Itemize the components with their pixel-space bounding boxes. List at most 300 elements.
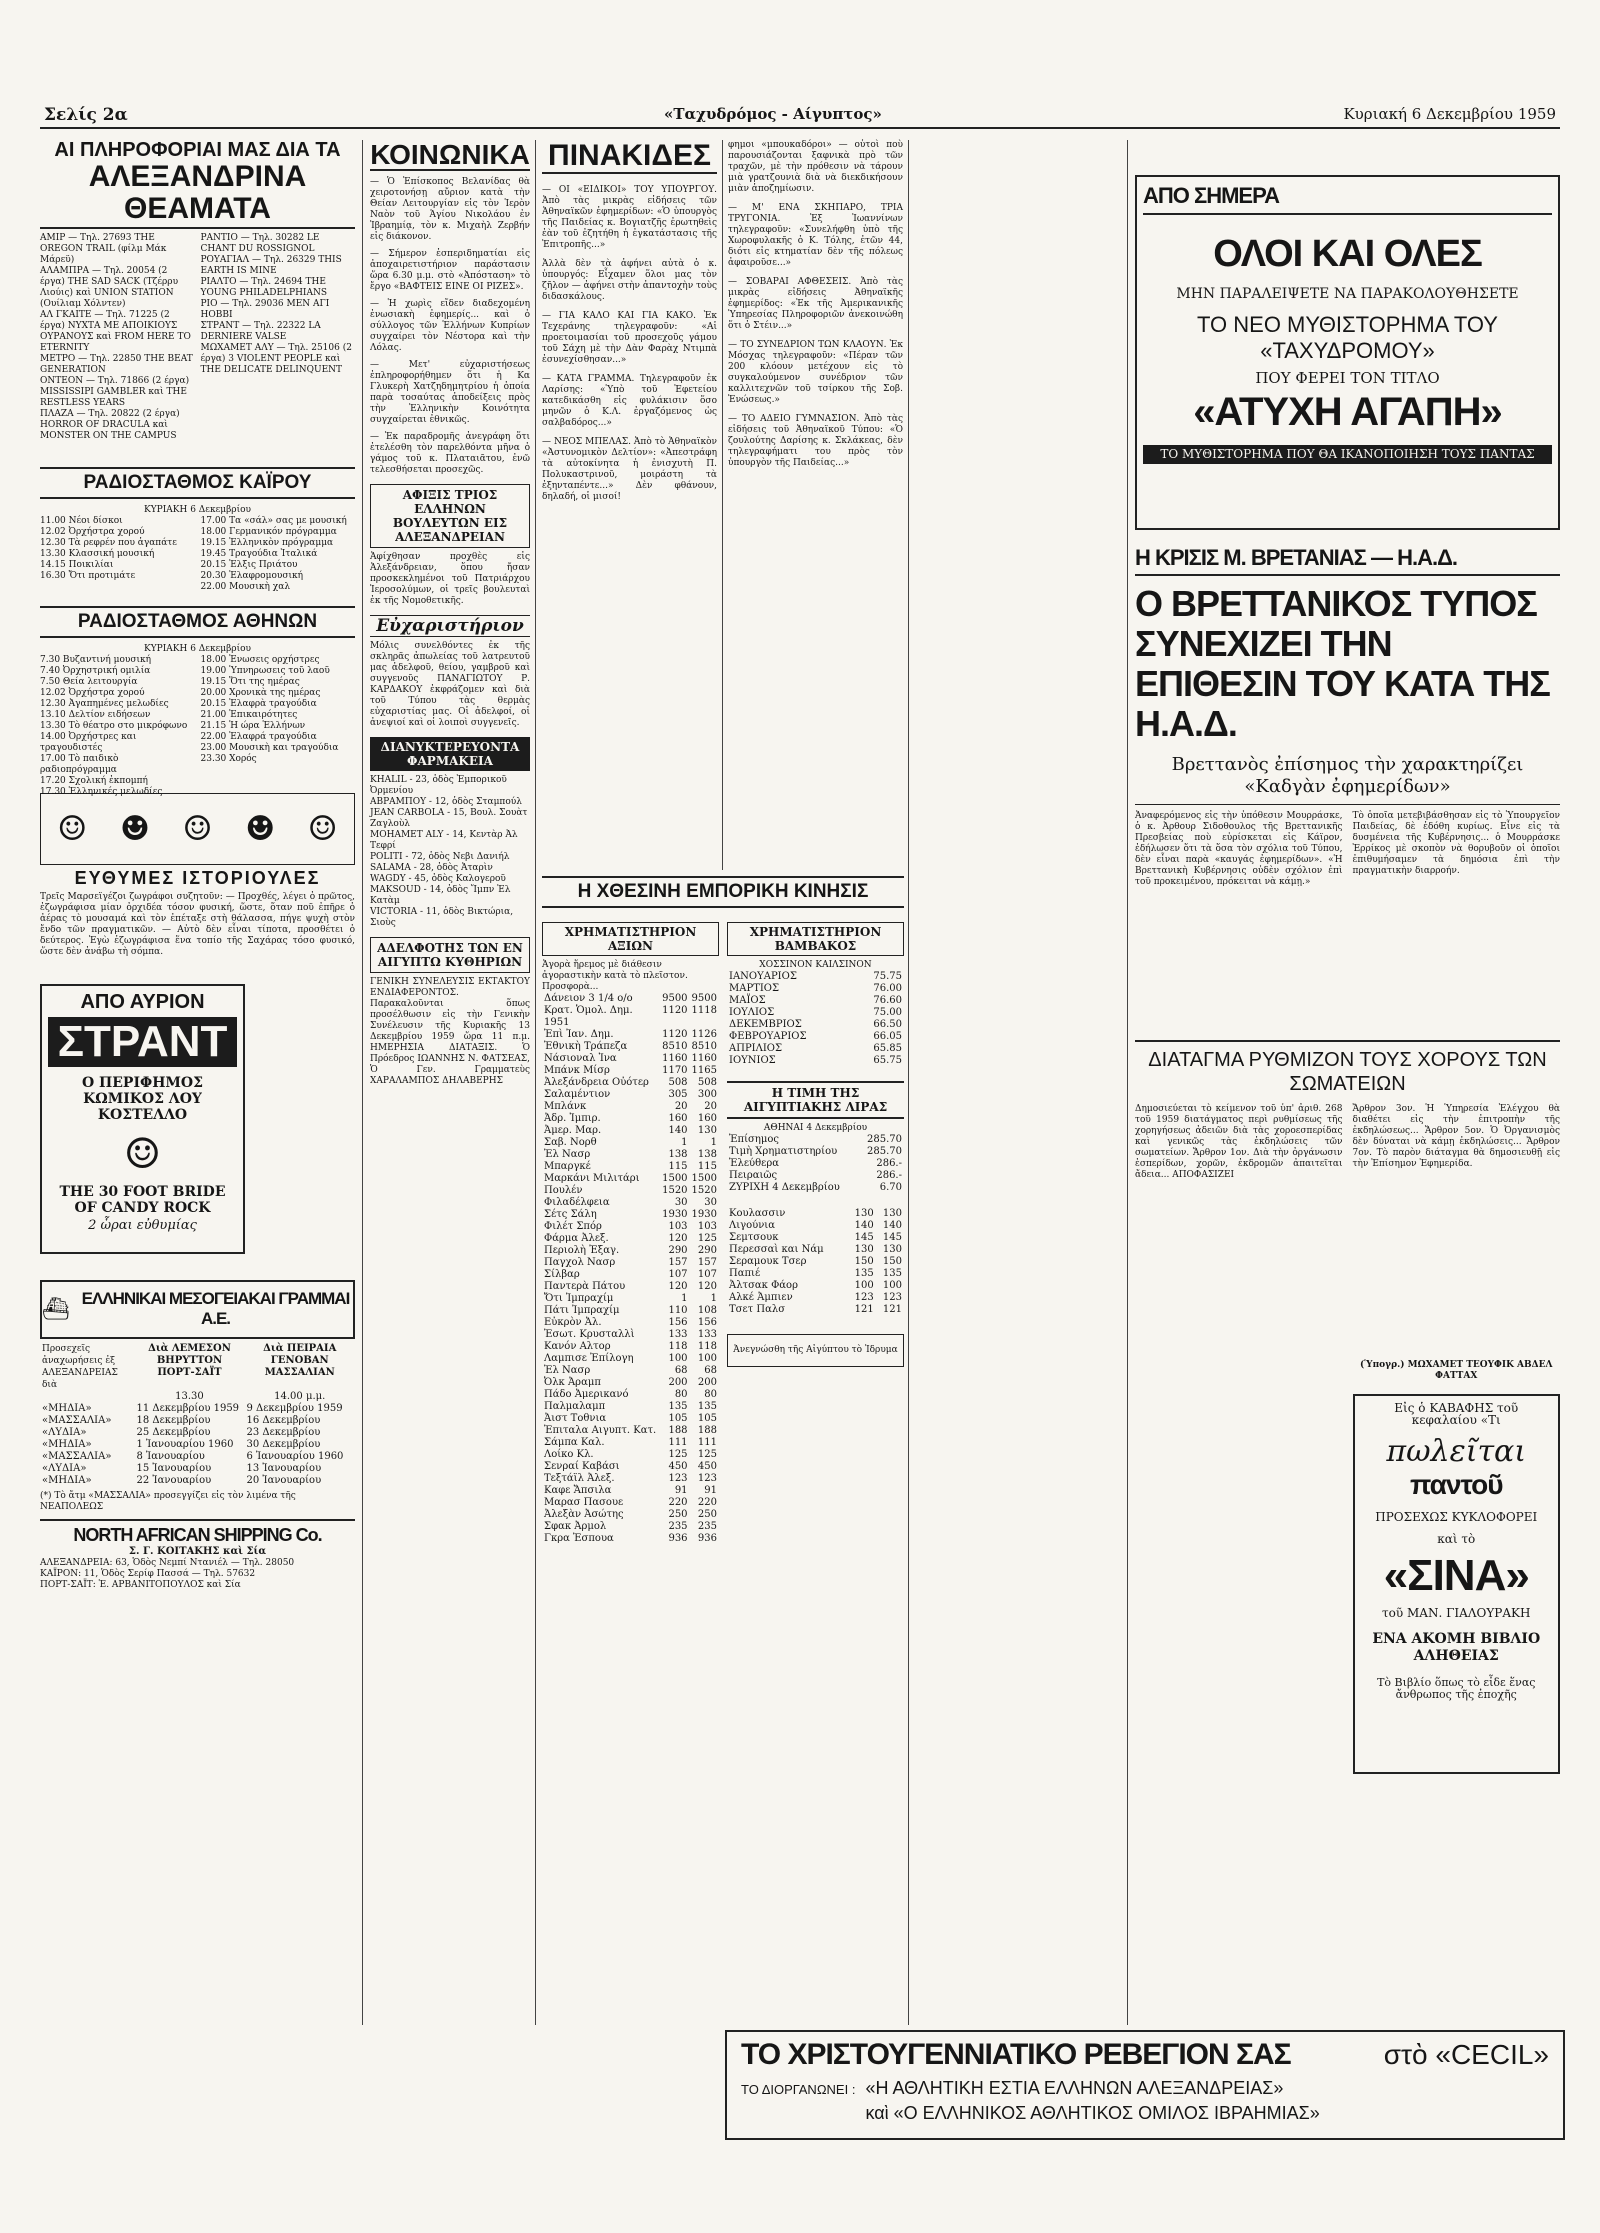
pinakida-item: — ΟΙ «ΕΙΔΙΚΟΙ» ΤΟΥ ΥΠΟΥΡΓΟΥ. Ἀπὸ τὰς μικρὰς εἰδήσεις τῶν Ἀθηναϊκῶν ἐφημερίδων: «Ὁ ὑπουργὸς τῆς Παιδείας κ. Βογιατζῆς ἐρωτηθεὶς ἐὰν τοῦ ἐζητήθη ἡ ἐγκατάστασις τῆς Ἐπιτροπῆς...» <box>542 185 717 250</box>
shipping-note: (*) Τὸ ἄτμ «ΜΑΣΣΑΛΙΑ» προσεγγίζει εἰς τὸν λιμένα τῆς ΝΕΑΠΟΛΕΩΣ <box>40 1490 296 1512</box>
table-cell: Πειραιῶς <box>729 1170 778 1181</box>
book-ad <box>1353 1394 1561 1774</box>
book-title: «ΣΙΝΑ» <box>1383 1551 1529 1600</box>
table-row <box>727 1007 904 1019</box>
pound-subtitle: ΑΘΗΝΑΙ 4 Δεκεμβρίου <box>763 1123 868 1133</box>
table-cell: 118 <box>668 1341 688 1352</box>
table-cell: 20 <box>674 1101 688 1112</box>
cinema-listing: ΡΑΝΤΙΟ — Τηλ. 30282 LE CHANT DU ROSSIGNOL <box>200 233 320 254</box>
radio-cairo-day: ΚΥΡΙΑΚΗ 6 Δεκεμβρίου <box>143 505 251 515</box>
radio-cairo-title: ΡΑΔΙΟΣΤΑΘΜΟΣ ΚΑΪΡΟΥ <box>40 467 355 499</box>
table-cell: Ἐλεύθερα <box>729 1158 779 1169</box>
pharmacies-title: ΔΙΑΝΥΚΤΕΡΕΥΟΝΤΑ ΦΑΡΜΑΚΕΙΑ <box>370 737 530 771</box>
table-cell: Κουλασσιν <box>729 1208 786 1219</box>
radio-slot: 20.15 Ἐλξις Πριάτου <box>200 560 298 570</box>
table-cell: 135 <box>882 1268 902 1279</box>
table-row <box>542 1185 719 1197</box>
table-cell: Ἐλ Νασρ <box>544 1365 591 1376</box>
pinakides-column-1 <box>542 185 717 865</box>
table-row <box>542 1257 719 1269</box>
table-cell: 9500 <box>691 993 717 1004</box>
cinema-listing: ΣΤΡΑΝΤ — Τηλ. 22322 LA DERNIERE VALSE <box>200 321 321 342</box>
table-cell: Σαλαμέντιον <box>544 1089 611 1100</box>
crisis-deck: Βρεττανὸς ἐπίσημος τὴν χαρακτηρίζει «Καδγὰν ἐφημερίδων» <box>1135 754 1560 805</box>
radio-slot: 20.15 Ἐλαφρὰ τραγούδια <box>200 699 317 709</box>
table-row <box>542 1173 719 1185</box>
humour-title: ΕΥΘΥΜΕΣ ΙΣΤΟΡΙΟΥΛΕΣ <box>74 868 321 888</box>
entertainment-column <box>40 140 355 1591</box>
agent-address: ΠΟΡΤ-ΣΑΪΤ: Ἑ. ΑΡΒΑΝΙΤΟΠΟΥΛΟΣ καὶ Σία <box>40 1579 241 1590</box>
radio-slot: 7.50 Θεία λειτουργία <box>40 677 138 687</box>
table-cell: Ἀλεξὰν Ἀσώτης <box>544 1509 624 1520</box>
table-cell: 130 <box>854 1244 874 1255</box>
cinema-listing: ΟΝΤΕΟΝ — Τηλ. 71866 (2 έργα) MISSISSIPI GAMBLER καὶ THE RESTLESS YEARS <box>40 376 190 408</box>
agent-company: Σ. Γ. ΚΟΙΤΑΚΗΣ καὶ Σία <box>128 1545 267 1557</box>
table-row <box>727 1019 904 1031</box>
radio-slot: 12.02 Ὀρχήστρα χορού <box>40 688 145 698</box>
cinema-listing: ΑΜΙΡ — Τηλ. 27693 THE OREGON TRAIL (φίλμ Μάκ Μάρεϋ) <box>40 233 167 265</box>
grain-table <box>727 1208 904 1316</box>
table-cell: 130 <box>854 1208 874 1219</box>
dont-miss-line: ΜΗΝ ΠΑΡΑΛΕΙΨΕΤΕ ΝΑ ΠΑΡΑΚΟΛΟΥΘΗΣΕΤΕ <box>1176 286 1519 302</box>
table-cell: 508 <box>697 1077 717 1088</box>
cotton-subtitle: ΧΟΣΣΙΝΟΝ ΚΑΙΛΣΙΝΟΝ <box>759 960 872 970</box>
novel-title: «ΑΤΥΧΗ ΑΓΑΠΗ» <box>1193 390 1502 434</box>
pinakida-item: — ΓΙΑ ΚΑΛΟ ΚΑΙ ΓΙΑ ΚΑΚΟ. Ἐκ Τεχεράνης τηλεγραφοῦν: «Αἱ προετοιμασίαι τοῦ προσεχοῦς γάμου τοῦ Σάχη μὲ τὴν Δὰν Φαρὰχ Ντιμπὰ ἐσυνεχίσθησαν...» <box>542 311 717 365</box>
radio-slot: 19.45 Τραγούδια Ἰταλικά <box>200 549 318 559</box>
table-row <box>727 971 904 983</box>
cartoon-face-icon: ☺ <box>307 809 338 849</box>
strand-cinema-ad <box>40 984 245 1254</box>
page-header <box>40 105 1560 129</box>
table-cell: 111 <box>668 1437 688 1448</box>
table-cell: 75.75 <box>873 971 902 982</box>
table-row <box>542 1005 719 1029</box>
novel-ad <box>1135 175 1560 530</box>
table-cell: Παπιέ <box>729 1268 761 1279</box>
social-paragraph: — Σήμερον ἑσπεριδηματίαι εἰς ἀποχαιρετιστήριον παράστασιν ὥρα 6.30 μ.μ. στὸ «Ἀπόσταση» τὸ ἔργο «ΒΑΦΤΕΙΣ ΕΙΝΕ ΟΙ ΡΙΖΕΣ». <box>370 249 530 293</box>
table-cell: 138 <box>697 1149 717 1160</box>
table-cell: 285.70 <box>867 1146 902 1157</box>
table-cell: 75.00 <box>873 1007 902 1018</box>
table-cell: Φιλαδέλφεια <box>544 1197 610 1208</box>
table-cell: Ἐθνικὴ Τράπεζα <box>544 1041 628 1052</box>
table-cell: 107 <box>668 1269 688 1280</box>
table-cell: 135 <box>668 1401 688 1412</box>
table-row <box>542 1233 719 1245</box>
table-cell: Μαρασ Πασουε <box>544 1497 624 1508</box>
table-cell: Ἀμερ. Μαρ. <box>544 1125 602 1136</box>
table-cell: 100 <box>668 1353 688 1364</box>
table-cell: 121 <box>854 1304 874 1315</box>
table-cell: 1120 <box>662 1005 688 1016</box>
radio-slot: 21.00 Ἐπικαιρότητες <box>200 710 298 720</box>
table-cell: 188 <box>668 1425 688 1436</box>
pinakides-title: ΠΙΝΑΚΙΔΕΣ <box>542 140 717 174</box>
table-cell: ΑΠΡΙΛΙΟΣ <box>729 1043 783 1054</box>
arrival-text: Ἀφίχθησαν προχθὲς εἰς Ἀλεξάνδρειαν, ὅπου ἤσαν προσκεκλημένοι τοῦ Πατριάρχου Ἱεροσολύμων, οἱ τρεῖς βουλευταὶ ἐκ τῆς Νομοθετικῆς. <box>370 552 530 607</box>
table-cell: Τσετ Παλσ <box>729 1304 786 1315</box>
radio-slot: 17.20 Σχολική ἐκπομπή <box>40 776 148 786</box>
table-cell: 450 <box>697 1461 717 1472</box>
table-row <box>542 1137 719 1149</box>
table-row: «ΜΗΔΙΑ» 11 Δεκεμβρίου 1959 9 Δεκεμβρίου 1959 <box>42 1402 343 1414</box>
table-row <box>542 993 719 1005</box>
table-row <box>542 1101 719 1113</box>
decree-article <box>1135 1040 1560 1764</box>
pinakida-item: — ΚΑΤΑ ΓΡΑΜΜΑ. Τηλεγραφοῦν ἐκ Λαρίσης: «Ὑπὸ τοῦ Ἐφετείου κατεδικάσθη εἰς φυλάκισιν ὅσο μηνῶν ὁ Κ.Λ. ἐργαζόμενος ὡς σαλβαδόρος...» <box>542 374 717 428</box>
radio-slot: 23.00 Μουσικὴ και τραγούδια <box>200 743 339 753</box>
novel-line: ΤΟ ΝΕΟ ΜΥΘΙΣΤΟΡΗΜΑ ΤΟΥ «ΤΑΧΥΔΡΟΜΟΥ» <box>1197 312 1498 363</box>
table-cell: Σφακ Ἀρμολ <box>544 1521 607 1532</box>
radio-athens-schedule <box>40 655 355 797</box>
radio-slot: 7.30 Βυζαντινή μουσική <box>40 655 152 665</box>
book-line: Εἰς ὁ ΚΑΒΑΦΗΣ τοῦ κεφαλαίου «Τι <box>1394 1401 1519 1427</box>
radio-athens-day: ΚΥΡΙΑΚΗ 6 Δεκεμβρίου <box>143 644 251 654</box>
table-cell: 105 <box>668 1413 688 1424</box>
table-row <box>542 1029 719 1041</box>
table-cell: 188 <box>697 1425 717 1436</box>
table-cell: Εὐκρὸν Ἀλ. <box>544 1317 602 1328</box>
pinakida-item: φημοι «μπουκαδόροι» — οὐτοὶ ποὺ παρουσιάζονται ξαφνικὰ πρὸ τῶν τραχῶν, μὲ τὴν πρόθεσιν νὰ τάρουν μιὰ γρατζουνιὰ διὰ νὰ διεκδικήσουν μιὰν ἀποζημίωσιν. <box>728 140 903 194</box>
crisis-text-left: Ἀναφερόμενος εἰς τὴν ὑπόθεσιν Μουρράσκε, ὁ κ. Ἀρθουρ Σιδοθουλος τῆς Βρεττανικῆς Πρεσβείας ποὺ εὑρίσκεται εἰς Κάϊρον, ἐδήλωσεν ὅτι τὰ ὅσα τὸν σχόλια τοῦ Τύπου, δὲν εἶναι παρὰ «καυγάς ἐφημερίδων». «Ἡ Βρεττανικὴ Κυβέρνησις οὐδὲν σχόλιον ἐπὶ τοῦ προκειμένου, πρόκειται νὰ κάμῃ.» <box>1135 811 1343 887</box>
table-cell: 9500 <box>662 993 688 1004</box>
table-row <box>542 1065 719 1077</box>
tomorrow-heading: ΑΠΟ ΑΥΡΙΟΝ <box>80 990 205 1013</box>
table-cell: Καφε Ἄπσιλα <box>544 1485 612 1496</box>
reveillon-title: ΤΟ ΧΡΙΣΤΟΥΓΕΝΝΙΑΤΙΚΟ ΡΕΒΕΓΙΟΝ ΣΑΣ <box>741 2038 1291 2071</box>
table-row <box>542 1089 719 1101</box>
thanks-title: Εὐχαριστήριον <box>370 615 530 637</box>
table-cell: 150 <box>882 1256 902 1267</box>
market-section <box>542 870 904 2025</box>
book-author: τοῦ ΜΑΝ. ΓΙΑΛΟΥΡΑΚΗ <box>1382 1606 1531 1620</box>
radio-slot: 13.30 Τὸ θέατρο στο μικρόφωνο <box>40 721 188 731</box>
radio-slot: 18.00 Ἐνωσεις ορχήστρες <box>200 655 320 665</box>
table-cell: Σέτς Σάλη <box>544 1209 597 1220</box>
table-cell: ΜΑΡΤΙΟΣ <box>729 983 780 994</box>
table-row <box>727 1182 904 1194</box>
table-row <box>727 1256 904 1268</box>
table-cell: 235 <box>668 1521 688 1532</box>
radio-slot: 21.15 Ἡ ώρα Ἑλλήνων <box>200 721 306 731</box>
table-row <box>542 1329 719 1341</box>
agent-address: ΚΑΪΡΟΝ: 11, Ὁδὸς Σερίφ Πασσά — Τηλ. 57632 <box>40 1568 256 1579</box>
table-cell: 6.70 <box>879 1182 902 1193</box>
reveillon-venue: στὸ «CECIL» <box>1383 2039 1549 2070</box>
social-column <box>370 140 530 2020</box>
organizer-one: «Η ΑΘΛΗΤΙΚΗ ΕΣΤΙΑ ΕΛΛΗΝΩΝ ΑΛΕΞΑΝΔΡΕΙΑΣ» <box>865 2078 1284 2098</box>
table-cell: Κανόν Αλτορ <box>544 1341 611 1352</box>
radio-slot: 13.30 Κλασσική μουσική <box>40 549 155 559</box>
table-cell: 108 <box>697 1305 717 1316</box>
table-cell: 110 <box>668 1305 688 1316</box>
table-cell: 140 <box>668 1125 688 1136</box>
radio-slot: 22.00 Μουσικὴ χαλ <box>200 582 291 592</box>
table-cell: 8510 <box>691 1041 717 1052</box>
table-cell: 66.50 <box>873 1019 902 1030</box>
table-cell: Σεραμουκ Τσερ <box>729 1256 807 1267</box>
table-cell: 140 <box>854 1220 874 1231</box>
radio-slot: 17.00 Τὸ παιδικὸ ραδιοπρόγραμμα <box>40 754 119 775</box>
table-cell: 107 <box>697 1269 717 1280</box>
table-cell: 1500 <box>662 1173 688 1184</box>
radio-slot: 17.30 Ἑλληνικές μελωδίες <box>40 787 163 797</box>
table-cell: Ὄτι Ἰμπραχίμ <box>544 1293 614 1304</box>
table-cell: 145 <box>854 1232 874 1243</box>
cartoon-face-icon: ☺ <box>57 809 88 849</box>
table-cell: 145 <box>882 1232 902 1243</box>
table-cell: Παγχολ Νασρ <box>544 1257 616 1268</box>
table-cell: Ὀλκ Ἀραμπ <box>544 1377 601 1388</box>
film-title: THE 30 FOOT BRIDE OF CANDY ROCK <box>59 1184 226 1217</box>
table-cell: 130 <box>697 1125 717 1136</box>
table-row <box>727 1170 904 1182</box>
table-row <box>542 1425 719 1437</box>
radio-slot: 12.30 Ἀγαπημένες μελωδίες <box>40 699 169 709</box>
table-cell: 133 <box>668 1329 688 1340</box>
paper-name: «Ταχυδρόμος - Αίγυπτος» <box>660 105 886 123</box>
book-sells: πωλεῖται <box>1386 1434 1527 1469</box>
table-cell: 118 <box>697 1341 717 1352</box>
table-cell: Κρατ. Ὁμολ. Δημ. 1951 <box>544 1005 633 1028</box>
table-row <box>542 1317 719 1329</box>
radio-slot: 11.00 Νέοι δίσκοι <box>40 516 123 526</box>
table-row <box>542 1473 719 1485</box>
table-cell: 135 <box>697 1401 717 1412</box>
column-rule <box>362 140 363 2025</box>
table-row <box>542 1413 719 1425</box>
table-cell: 76.00 <box>873 983 902 994</box>
column-rule <box>908 140 909 2025</box>
table-cell: ΖΥΡΙΧΗ 4 Δεκεμβρίου <box>729 1182 840 1193</box>
table-cell: 1160 <box>662 1053 688 1064</box>
table-cell: 120 <box>668 1281 688 1292</box>
pinakida-item: — ΝΕΟΣ ΜΠΕΛΑΣ. Ἀπὸ τὸ Ἀθηναϊκὸν «Ἀστυνομικὸν Δελτίον»: «Ἀπεστράφη τὰ αὐτοκίνητα ἡ ἐνισχυτὴ Π. Πολυκαστρινοῦ, μοιράστη τὰ ἐξηνταπέντε...» Δὲν φθάνουν, δηλαδή, οἱ μισοί! <box>542 437 717 502</box>
social-paragraph: — Ἐκ παραδρομῆς ἀνεγράφη ὅτι ἐτελέσθη τὸν παρελθόντα μῆνα ὁ γάμος τοῦ κ. Πλαταιᾶτου, ἐνῶ τελεσθήσεται προσεχῶς. <box>370 432 530 476</box>
table-cell: Λοίκο Κλ. <box>544 1449 594 1460</box>
table-cell: 68 <box>704 1365 717 1376</box>
radio-slot: 14.00 Ὀρχήστρες και τραγουδιστές <box>40 732 137 753</box>
table-row <box>542 1197 719 1209</box>
table-cell: Λαμπισε Ἐπίλογη <box>544 1353 634 1364</box>
table-row: «ΜΑΣΣΑΛΙΑ» 18 Δεκεμβρίου 16 Δεκεμβρίου <box>42 1414 321 1426</box>
table-cell: Πάδο Ἀμερικανό <box>544 1389 629 1400</box>
table-cell: Πάτι Ἰμπραχίμ <box>544 1305 620 1316</box>
table-cell: Ἐπίσημος <box>729 1134 779 1145</box>
table-cell: 100 <box>882 1280 902 1291</box>
table-row <box>727 1304 904 1316</box>
pinakida-item: Ἀλλὰ δὲν τὰ ἀφήνει αὐτὰ ὁ κ. ὑπουργός: Εἶχαμεν ὅλοι μας τὸν ζῆλον — ἀφήνει στὴν ἀπαντοχὴν τοὺς διδασκάλους. <box>542 259 717 302</box>
table-cell: 65.75 <box>873 1055 902 1066</box>
stocks-title: ΧΡΗΜΑΤΙΣΤΗΡΙΟΝ ΑΞΙΩΝ <box>542 922 719 956</box>
table-row <box>542 1449 719 1461</box>
organizer-two: καὶ «Ο ΕΛΛΗΝΙΚΟΣ ΑΘΛΗΤΙΚΟΣ ΟΜΙΛΟΣ ΙΒΡΑΗΜΙΑΣ» <box>865 2103 1320 2123</box>
agent-name: NORTH AFRICAN SHIPPING Co. <box>73 1524 322 1545</box>
radio-slot: 12.02 Ὀρχήστρα χορού <box>40 527 145 537</box>
decree-text-left: Δημοσιεύεται τὸ κείμενον τοῦ ὑπ' ἀριθ. 268 τοῦ 1959 διατάγματος περὶ ρυθμίσεως τῆς χορηγήσεως ἀδειῶν διὰ τὰς χοροεσπερίδας καὶ γενικῶς τὰς ἐκδηλώσεις τῶν σωματείων. Ἄρθρον 1ον. Διὰ τὴν ὀργάνωσιν ἑσπερίδων, χορῶν, ἐκδρομῶν ἀπαιτεῖται ἄδεια... ΑΠΟΦΑΣΙΖΕΙ <box>1135 1104 1343 1180</box>
table-cell: Πουλέν <box>544 1185 583 1196</box>
theatres-title-main: ΑΛΕΞΑΝΔΡΙΝΑ ΘΕΑΜΑΤΑ <box>40 161 355 229</box>
table-row <box>727 995 904 1007</box>
table-row: «ΛΥΔΙΑ» 15 Ἰανουαρίου 13 Ἰανουαρίου <box>42 1462 322 1474</box>
stocks-table <box>542 993 719 1545</box>
table-cell: Περεσσαὶ και Νάμ <box>729 1244 824 1255</box>
cotton-column <box>727 914 904 1545</box>
cinema-listing: ΑΛ ΓΚΑΙΤΕ — Τηλ. 71225 (2 έργα) ΝΥΧΤΑ ΜΕ ΑΠΟΙΚΙΟΥΣ ΟΥΡΑΝΟΥΣ καὶ FROM HERE TO ETERNITY <box>40 310 191 353</box>
social-paragraph: — Ἡ χωρὶς εἴδεν διαδεχομένη ἐνωσιακὴ ἐφημερίς... καὶ ὁ σύλλογος τῶν Ἑλλήνων Κυπρίων συγχαίρει τὸν Νέστορα καὶ τὴν Λόλας. <box>370 299 530 354</box>
table-cell: Μπάνκ Μίσρ <box>544 1065 610 1076</box>
reveillon-ad <box>725 2030 1565 2140</box>
pinakida-item: — ΤΟ ΑΔΕΙΟ ΓΥΜΝΑΣΙΟΝ. Ἀπὸ τὰς εἰδήσεις τοῦ Ἀθηναϊκοῦ Τύπου: «Ὁ ζουλούτης Δαρίσης κ. Σκλάκεας, δὲν τηλεγραφήματι του πρὸς τὸν ὑπουργὸν τῆς Παιδείας...» <box>728 414 903 468</box>
table-cell: 103 <box>697 1221 717 1232</box>
table-cell: Τεξτάϊλ Ἀλεξ. <box>544 1473 615 1484</box>
table-cell: Μπλάνκ <box>544 1101 587 1112</box>
book-soon: ΠΡΟΣΕΧΩΣ ΚΥΚΛΟΦΟΡΕΙ <box>1375 1510 1538 1524</box>
table-cell: 300 <box>697 1089 717 1100</box>
stocks-text: Ἀγορὰ ἥρεμος μὲ διάθεσιν ἀγοραστικὴν κατὰ τὸ πλεῖστον. Προσφορὰ... <box>542 960 688 992</box>
table-cell: 156 <box>668 1317 688 1328</box>
table-cell: Ἐπιταλα Αιγυπτ. Κατ. <box>544 1425 657 1436</box>
cinema-listing: ΡΟΥΑΓΙΑΛ — Τηλ. 26329 THIS EARTH IS MINE <box>200 255 342 276</box>
today-label: ΑΠΟ ΣΗΜΕΡΑ <box>1143 183 1552 215</box>
table-row <box>542 1269 719 1281</box>
table-cell: 1 <box>681 1137 688 1148</box>
table-cell: 125 <box>697 1233 717 1244</box>
table-cell: Τιμὴ Χρηματιστηρίου <box>729 1146 838 1157</box>
radio-slot: 20.30 Ἐλαφρομουσική <box>200 571 304 581</box>
radio-slot: 16.30 Ὄτι προτιμάτε <box>40 571 136 581</box>
thanks-text: Μόλις συνελθόντες ἐκ τῆς σκληρᾶς ἀπωλείας τοῦ λατρευτοῦ μας ἀδελφοῦ, θείου, γαμβροῦ καὶ συγγενοῦς ΠΑΝΑΓΙΩΤΟΥ Ρ. ΚΑΡΔΑΚΟΥ ἐκφράζομεν καὶ διὰ τοῦ Τύπου τὰς θερμὰς εὐχαριστίας μας. Οἱ ἀδελφοί, οἱ ἀνεψιοί καὶ οἱ λοιποὶ συγγενεῖς. <box>370 641 530 729</box>
market-notice: Ἀνεγνώσθη τῆς Αἰγύπτου τὸ Ἰδρυμα <box>727 1334 904 1367</box>
table-cell: 250 <box>697 1509 717 1520</box>
table-row <box>727 1158 904 1170</box>
table-row: «ΜΑΣΣΑΛΙΑ» 8 Ἰανουαρίου 6 Ἰανουαρίου 1960 <box>42 1450 344 1462</box>
crisis-article <box>1135 545 1560 996</box>
table-row: «ΜΗΔΙΑ» 22 Ἰανουαρίου 20 Ἰανουαρίου <box>42 1474 322 1486</box>
radio-slot: 19.00 Ὑπνηρωσεις τοῦ λαοῦ <box>200 666 330 676</box>
pharmacy-entry: JEAN CARBOLA - 15, Βουλ. Σουὰτ Ζαγλοὺλ <box>370 808 528 830</box>
table-cell: 91 <box>674 1485 688 1496</box>
table-row <box>542 1437 719 1449</box>
shipping-time: 14.00 μ.μ. <box>274 1390 326 1402</box>
table-row <box>542 1221 719 1233</box>
table-cell: 286.- <box>876 1158 902 1169</box>
radio-slot: 12.30 Τὰ ρεφρέν που ἀγαπάτε <box>40 538 177 548</box>
table-row <box>727 1055 904 1067</box>
table-row <box>542 1509 719 1521</box>
pharmacy-entry: WAGDY - 45, ὁδὸς Καλογεροῦ <box>370 874 506 885</box>
table-cell: Μπαργκέ <box>544 1161 591 1172</box>
radio-slot: 14.15 Ποικιλίαι <box>40 560 114 570</box>
table-cell: 1520 <box>662 1185 688 1196</box>
table-cell: 200 <box>697 1377 717 1388</box>
table-cell: Γκρα Ἐσπουα <box>544 1533 614 1544</box>
table-cell: 220 <box>697 1497 717 1508</box>
table-cell: Ἀλεξάνδρεια Οὐότερ <box>544 1077 649 1088</box>
table-row <box>542 1293 719 1305</box>
shipping-agent <box>40 1519 355 1591</box>
table-cell: 30 <box>704 1197 717 1208</box>
cartoon-face-icon: ☻ <box>119 809 151 849</box>
table-cell: 140 <box>882 1220 902 1231</box>
table-cell: 20 <box>704 1101 717 1112</box>
ship-icon: ⛴ <box>42 1296 70 1322</box>
table-cell: Σενραί Καβάσι <box>544 1461 620 1472</box>
table-row <box>727 1292 904 1304</box>
table-cell: 1500 <box>691 1173 717 1184</box>
book-quote: Τὸ Βιβλίο ὅπως τὸ εἶδε ἕνας ἄνθρωπος τῆς ἐποχῆς <box>1377 1676 1536 1701</box>
cartoon-clown-icon: ☺ <box>123 1129 162 1179</box>
social-title: ΚΟΙΝΩΝΙΚΑ <box>370 139 530 170</box>
radio-slot: 19.15 Ἐλληνικὸν πρόγραμμα <box>200 538 334 548</box>
table-cell: 123 <box>882 1292 902 1303</box>
arrival-title: ΑΦΙΞΙΣ ΤΡΙΟΣ ΕΛΛΗΝΩΝ ΒΟΥΛΕΥΤΩΝ ΕΙΣ ΑΛΕΞΑΝΔΡΕΙΑΝ <box>370 484 530 548</box>
table-cell: Ἀιστ Τοθνια <box>544 1413 607 1424</box>
table-cell: 290 <box>668 1245 688 1256</box>
brotherhood-title: ΑΔΕΛΦΟΤΗΣ ΤΩΝ ΕΝ ΑΙΓΥΠΤΩ ΚΥΘΗΡΙΩΝ <box>370 937 530 973</box>
humour-text: Τρεῖς Μαρσεϊγέζοι ζωγράφοι συζητοῦν: — Προχθές, λέγει ὁ πρῶτος, ἐζωγράφισα μίαν ὀρχιδέα τόσον φυσική, ὥστε, ὅταν ποῦ ἐπῆρε ὁ ἀέρας τὸ μουσαμά καὶ τὸν ἐπέταξε στὴ θάλασσα, πήγε ψυχὴ στὸν ἔνδο τῶν πραγματικῶν. — Αὐτὸ δὲν εἶναι τίποτα, προσθέτει ὁ δεύτερος. Ἐγὼ ἐζωγράφισα ἕνα τοπίο τῆς Σαχάρας τόσο φυσικό, ὥστε δὲν ἀνάβω τὴ σόμπα. <box>40 891 355 957</box>
table-cell: Παλμαλαμπ <box>544 1401 606 1412</box>
table-cell: 220 <box>668 1497 688 1508</box>
pinakida-item: — Μ' ΕΝΑ ΣΚΗΠΑΡΟ, ΤΡΙΑ ΤΡΥΓΟΝΙΑ. Ἐξ Ἰωαννίνων τηλεγραφοῦν: «Συνελήφθη ὑπὸ τῆς Χωροφυλακῆς ὁ Κ. Τόλης, ἐτῶν 44, διότι εἰς κτηματίαν δὲν τῆς πόλεως ἀφαιροῦσε...» <box>728 203 903 268</box>
table-cell: ΜΑΪΟΣ <box>729 995 766 1006</box>
cinema-listing: ΜΕΤΡΟ — Τηλ. 22850 THE BEAT GENERATION <box>40 354 193 375</box>
table-cell: Ἀλτσακ Φάορ <box>729 1280 798 1291</box>
table-cell: 130 <box>882 1244 902 1255</box>
table-row <box>542 1281 719 1293</box>
cotton-title: ΧΡΗΜΑΤΙΣΤΗΡΙΟΝ ΒΑΜΒΑΚΟΣ <box>727 922 904 956</box>
table-cell: 65.85 <box>873 1043 902 1054</box>
cartoon-face-icon: ☻ <box>244 809 276 849</box>
table-row <box>727 1031 904 1043</box>
table-row <box>542 1389 719 1401</box>
table-cell: Ἐπὶ Ἰαν. Δημ. <box>544 1029 614 1040</box>
table-cell: Αλκέ Ἀμπιεν <box>729 1292 793 1303</box>
table-cell: 111 <box>697 1437 717 1448</box>
table-cell: 1 <box>681 1293 688 1304</box>
table-cell: Ἐσωτ. Κρυσταλλὶ <box>544 1329 635 1340</box>
table-row <box>727 1208 904 1220</box>
cinema-listing: ΜΩΧΑΜΕΤ ΑΛΥ — Τηλ. 25106 (2 έργα) 3 VIOLENT PEOPLE καὶ THE DELICATE DELINQUENT <box>200 343 352 375</box>
crisis-kicker: Η ΚΡΙΣΙΣ Μ. ΒΡΕΤΑΝΙΑΣ — Η.Α.Δ. <box>1135 545 1560 576</box>
title-line: ΠΟΥ ΦΕΡΕΙ ΤΟΝ ΤΙΤΛΟ <box>1255 369 1440 387</box>
pharmacy-entry: ΑΒΡΑΜΠΟΥ - 12, ὁδὸς Σταμπούλ <box>370 797 522 808</box>
table-cell: 936 <box>697 1533 717 1544</box>
table-row <box>727 1268 904 1280</box>
table-row <box>542 1113 719 1125</box>
pharmacy-entry: SALAMA - 28, ὁδὸς Ἀταρὶν <box>370 863 493 874</box>
book-everywhere: παντοῦ <box>1409 1469 1503 1500</box>
radio-slot: 23.30 Χορός <box>200 754 257 764</box>
pharmacy-entry: MOHAMET ALY - 14, Κεντὰρ Ἀλ Τεφρί <box>370 830 518 852</box>
pinakides-column-2 <box>728 140 903 860</box>
table-cell: 68 <box>674 1365 688 1376</box>
table-cell: 936 <box>668 1533 688 1544</box>
table-row: «ΜΗΔΙΑ» 1 Ἰανουαρίου 1960 30 Δεκεμβρίου <box>42 1438 321 1450</box>
radio-athens-title: ΡΑΔΙΟΣΤΑΘΜΟΣ ΑΘΗΝΩΝ <box>40 606 355 638</box>
table-cell: 91 <box>704 1485 717 1496</box>
page-number: Σελίς 2α <box>40 105 132 125</box>
table-cell: ΙΟΥΛΙΟΣ <box>729 1007 775 1018</box>
table-cell: 80 <box>674 1389 688 1400</box>
table-cell: Παντερὰ Πάτου <box>544 1281 626 1292</box>
table-row <box>727 1134 904 1146</box>
table-cell: 121 <box>882 1304 902 1315</box>
radio-slot: 13.10 Δελτίον ειδήσεων <box>40 710 151 720</box>
table-row <box>727 1232 904 1244</box>
table-row <box>542 1041 719 1053</box>
